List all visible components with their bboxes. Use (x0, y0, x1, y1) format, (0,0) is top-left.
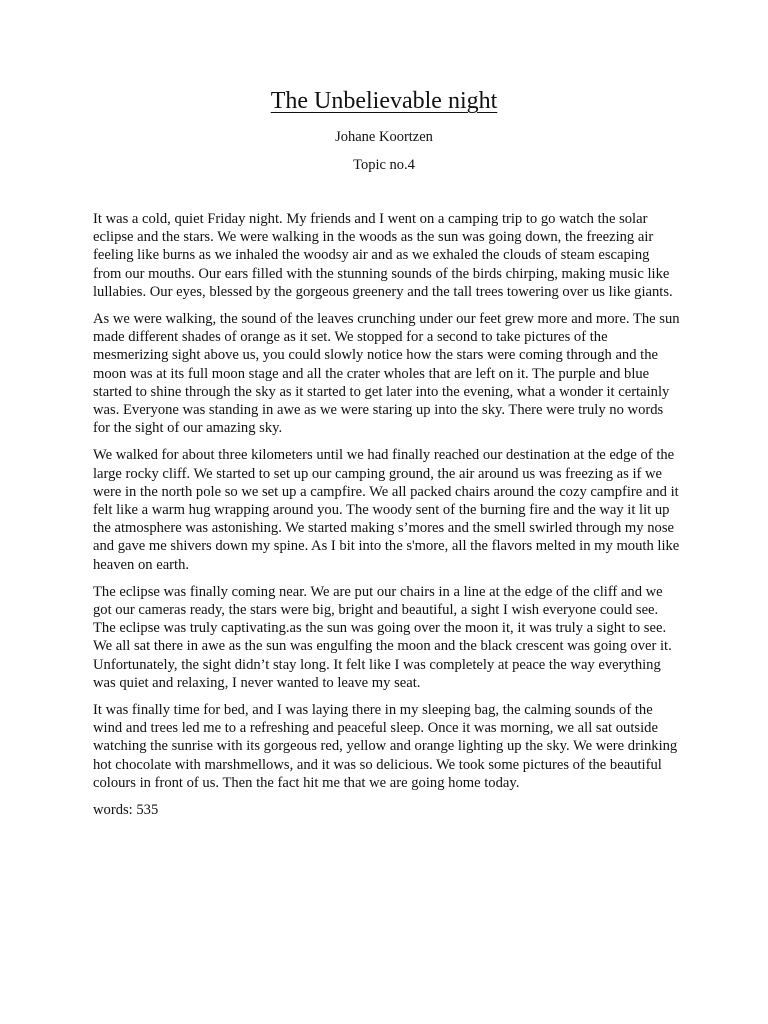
paragraph-5: It was finally time for bed, and I was laying there in my sleeping bag, the calming sounds of the wind and trees led me to a refreshing and peaceful sleep. Once it was morning, we all sat outside watching the sunrise with its gorgeous red, yellow and orange lighting up the sky. We were drinking hot chocolate with marshmellows, and it was so delicious. We took some pictures of the beautiful colours in front of us. Then the fact hit me that we are going home today. (93, 702, 678, 791)
document-title: The Unbelievable night (270, 88, 498, 114)
essay-body (93, 210, 681, 828)
paragraph-4: The eclipse was finally coming near. We are put our chairs in a line at the edge of the cliff and we got our cameras ready, the stars were big, bright and beautiful, a sight I wish everyone could see. The eclipse was truly captivating.as the sun was going over the moon it, it was truly a sight to see. We all sat there in awe as the sun was engulfing the moon and the black crescent was going over it. Unfortunately, the sight didn’t stay long. It felt like I was completely at peace the way everything was quiet and relaxing, I never wanted to leave my seat. (93, 583, 672, 691)
paragraph-3: We walked for about three kilometers until we had finally reached our destination at the edge of the large rocky cliff. We started to set up our camping ground, the air around us was freezing as if we were in the north pole so we set up a campfire. We all packed chairs around the cozy campfire and it felt like a warm hug wrapping around you. The woody sent of the burning fire and the way it lit up the atmosphere was astonishing. We started making s’mores and the smell swirled through my nose and gave me shivers down my spine. As I bit into the s'more, all the flavors melted in my mouth like heaven on earth. (93, 447, 680, 573)
paragraph-1: It was a cold, quiet Friday night. My friends and I went on a camping trip to go watch the solar eclipse and the stars. We were walking in the woods as the sun was going down, the freezing air feeling like burns as we inhaled the woodsy air and as we exhaled the clouds of steam escaping from our mouths. Our ears filled with the stunning sounds of the birds chirping, making music like lullabies. Our eyes, blessed by the gorgeous greenery and the tall trees towering over us like giants. (93, 211, 673, 300)
author-name: Johane Koortzen (335, 129, 433, 145)
topic-label: Topic no.4 (353, 157, 415, 173)
paragraph-2: As we were walking, the sound of the leaves crunching under our feet grew more and more. The sun made different shades of orange as it set. We stopped for a second to take pictures of the mesmerizing sight above us, you could slowly notice how the stars were coming through and the moon was at its full moon stage and all the crater wholes that are left on it. The purple and blue started to shine through the sky as it started to get later into the evening, what a wonder it certainly was. Everyone was standing in awe as we were staring up into the sky. There were truly no words for the sight of our amazing sky. (93, 311, 680, 437)
word-count: words: 535 (93, 802, 159, 819)
